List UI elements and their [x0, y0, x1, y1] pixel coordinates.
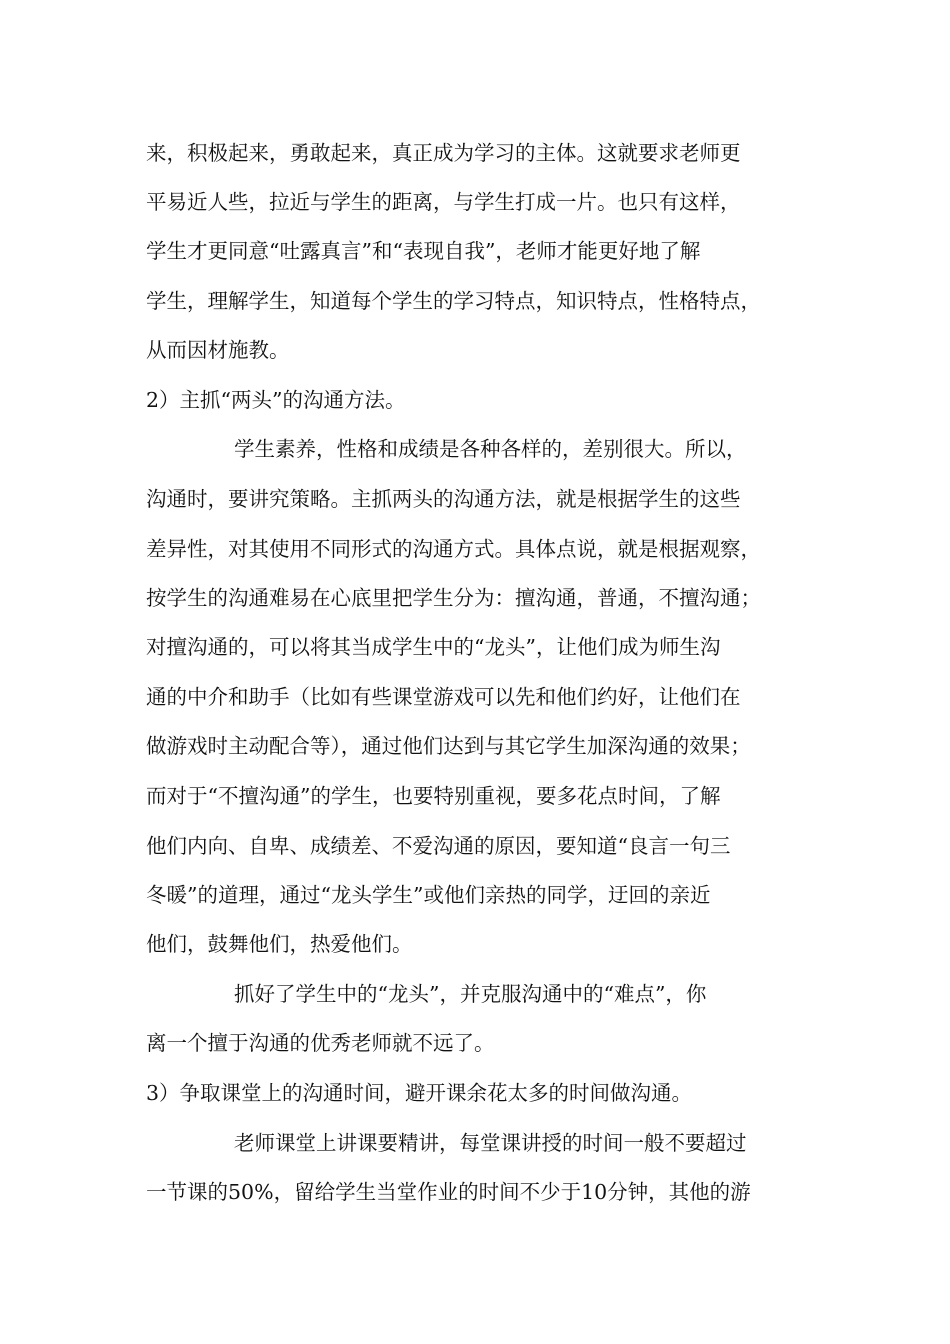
text-line: 而对于“不擅沟通”的学生，也要特别重视，要多花点时间，了解: [146, 784, 721, 808]
text-line: 学生才更同意“吐露真言”和“表现自我”，老师才能更好地了解: [146, 239, 701, 263]
paragraph-first-line: 抓好了学生中的“龙头”，并克服沟通中的“难点”，你: [234, 982, 707, 1006]
text-line: 离一个擅于沟通的优秀老师就不远了。: [146, 1031, 495, 1055]
text-line: 一节课的50%，留给学生当堂作业的时间不少于10分钟，其他的游: [146, 1180, 751, 1204]
section-heading: 2）主抓“两头”的沟通方法。: [146, 388, 406, 412]
text-line: 来，积极起来，勇敢起来，真正成为学习的主体。这就要求老师更: [146, 141, 741, 165]
text-line: 学生，理解学生，知道每个学生的学习特点，知识特点，性格特点，: [146, 289, 761, 313]
paragraph-first-line: 学生素养，性格和成绩是各种各样的，差别很大。所以，: [234, 437, 747, 461]
text-line: 从而因材施教。: [146, 338, 290, 362]
text-line: 冬暖”的道理，通过“龙头学生”或他们亲热的同学，迂回的亲近: [146, 883, 711, 907]
text-line: 通的中介和助手（比如有些课堂游戏可以先和他们约好，让他们在: [146, 685, 741, 709]
text-line: 沟通时，要讲究策略。主抓两头的沟通方法，就是根据学生的这些: [146, 487, 741, 511]
text-line: 做游戏时主动配合等），通过他们达到与其它学生加深沟通的效果；: [146, 734, 751, 758]
text-line: 平易近人些，拉近与学生的距离，与学生打成一片。也只有这样，: [146, 190, 741, 214]
text-line: 差异性，对其使用不同形式的沟通方式。具体点说，就是根据观察，: [146, 537, 761, 561]
text-line: 他们内向、自卑、成绩差、不爱沟通的原因，要知道“良言一句三: [146, 834, 731, 858]
paragraph-first-line: 老师课堂上讲课要精讲，每堂课讲授的时间一般不要超过: [234, 1131, 747, 1155]
section-heading: 3）争取课堂上的沟通时间，避开课余花太多的时间做沟通。: [146, 1081, 693, 1105]
text-line: 他们，鼓舞他们，热爱他们。: [146, 932, 413, 956]
text-line: 按学生的沟通难易在心底里把学生分为：擅沟通，普通，不擅沟通；: [146, 586, 761, 610]
text-line: 对擅沟通的，可以将其当成学生中的“龙头”，让他们成为师生沟: [146, 635, 721, 659]
